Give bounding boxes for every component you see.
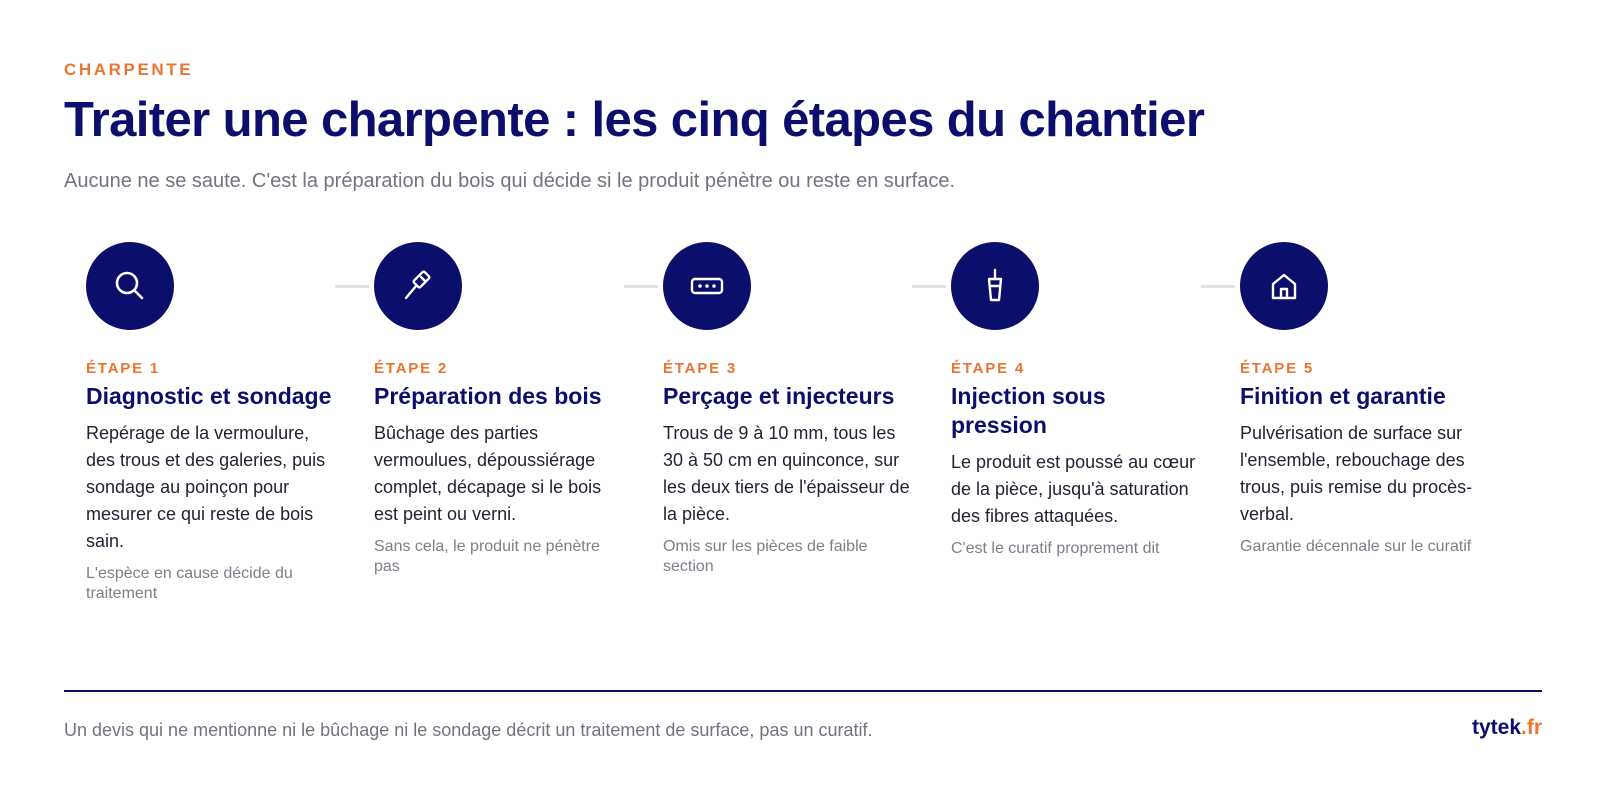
brand-tld: .fr [1521, 716, 1542, 739]
step-2-badge [374, 242, 462, 330]
step-1-badge [86, 242, 174, 330]
page-title: Traiter une charpente : les cinq étapes du chantier [64, 93, 1205, 147]
step-4-title: Injection sous pression [951, 383, 1106, 438]
step-4-badge [951, 242, 1039, 330]
eyebrow-label: CHARPENTE [64, 60, 194, 79]
step-1-description: Repérage de la vermoulure, des trous et des galeries, puis sondage au poinçon pour mesurer ce qui reste de bois sain. [86, 423, 326, 551]
brand-logo [1472, 716, 1542, 740]
step-3-description: Trous de 9 à 10 mm, tous les 30 à 50 cm en quinconce, sur les deux tiers de l'épaisseur de la pièce. [663, 423, 910, 524]
step-2-title: Préparation des bois [374, 383, 602, 409]
step-3-label: ÉTAPE 3 [663, 360, 738, 377]
step-5-note: Garantie décennale sur le curatif [1240, 538, 1472, 555]
step-3-note: Omis sur les pièces de faible section [663, 538, 868, 575]
drill-holes-icon [685, 264, 729, 308]
step-3-badge [663, 242, 751, 330]
scraper-tool-icon [396, 264, 440, 308]
magnifier-icon [108, 264, 152, 308]
step-connector [335, 285, 369, 288]
step-3-title: Perçage et injecteurs [663, 383, 895, 409]
footer-divider [64, 690, 1542, 692]
step-connector [912, 285, 946, 288]
house-icon [1262, 264, 1306, 308]
step-5-title: Finition et garantie [1240, 383, 1446, 409]
page-subtitle: Aucune ne se saute. C'est la préparation du bois qui décide si le produit pénètre ou reste en surface. [64, 170, 956, 192]
step-5-badge [1240, 242, 1328, 330]
step-1-title: Diagnostic et sondage [86, 383, 332, 409]
step-5-label: ÉTAPE 5 [1240, 360, 1315, 377]
step-1-note: L'espèce en cause décide du traitement [86, 565, 293, 602]
injector-icon [973, 264, 1017, 308]
step-connector [1201, 285, 1235, 288]
step-2-note: Sans cela, le produit ne pénètre pas [374, 538, 600, 575]
footer-note: Un devis qui ne mentionne ni le bûchage ni le sondage décrit un traitement de surface, pas un curatif. [64, 720, 873, 740]
brand-name: tytek [1471, 716, 1521, 739]
step-2-label: ÉTAPE 2 [374, 360, 449, 377]
step-4-label: ÉTAPE 4 [951, 360, 1026, 377]
step-2-description: Bûchage des parties vermoulues, dépoussiérage complet, décapage si le bois est peint ou verni. [374, 423, 602, 524]
step-4-description: Le produit est poussé au cœur de la pièce, jusqu'à saturation des fibres attaquées. [951, 452, 1196, 526]
step-connector [624, 285, 658, 288]
step-1-label: ÉTAPE 1 [86, 360, 161, 377]
steps-timeline [64, 242, 1542, 642]
step-5-description: Pulvérisation de surface sur l'ensemble, rebouchage des trous, puis remise du procès-verbal. [1240, 423, 1473, 524]
step-4-note: C'est le curatif proprement dit [951, 540, 1160, 557]
